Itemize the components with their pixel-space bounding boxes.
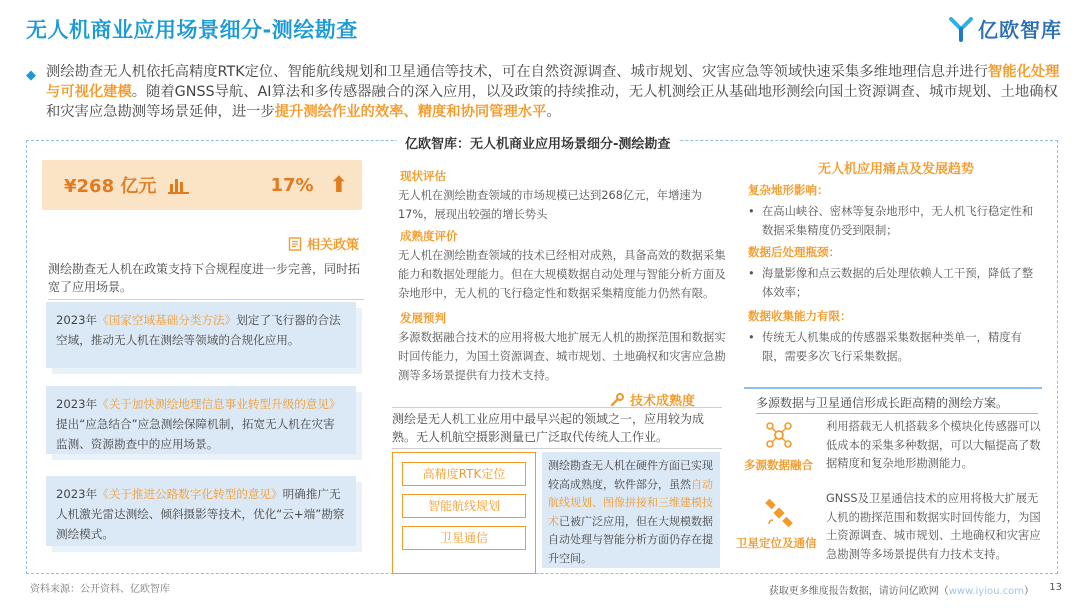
footer-text: 获取更多维度报告数据，请访问亿欧网（ [768, 586, 949, 597]
section-divider [744, 387, 1042, 389]
intro-text-1: 测绘勘查无人机依托高精度RTK定位、智能航线规划和卫星通信等技术，可在自然资源调查、城市规划、灾害应急等领域快速采集多维地理信息并进行 [46, 64, 988, 80]
policy-desc: 提出“应急结合”应急测绘保障机制，拓宽无人机在灾害监测、资源勘查中的应用场景。 [56, 417, 335, 451]
policy-card-2 [46, 386, 356, 454]
policy-heading [288, 234, 359, 253]
pain-heading-terrain: 复杂地形影响： [748, 183, 829, 197]
pain-body-text: 在高山峡谷、密林等复杂地形中，无人机飞行稳定性和数据采集精度仍受到限制； [762, 205, 1034, 237]
bar-chart-icon [168, 176, 190, 194]
logo-text: 亿欧智库 [978, 18, 1062, 42]
pain-body-text: 传统无人机集成的传感器采集数据种类单一，精度有限，需要多次飞行采集数据。 [762, 331, 1022, 363]
feature-desc-fusion: 利用搭载无人机搭载多个模块化传感器可以低成本的采集多种数据，可以大幅提高了数据精度和复杂地形勘测能力。 [826, 420, 1041, 470]
tech-tag-rtk: 高精度RTK定位 [402, 462, 526, 486]
trend-title: 多源数据与卫星通信形成长距高精的测绘方案。 [756, 394, 1038, 414]
panel-title: 亿欧智库：无人机商业应用场景细分-测绘勘查 [397, 133, 678, 152]
network-icon [764, 420, 794, 450]
policy-document: 《关于加快测绘地理信息事业转型升级的意见》 [97, 397, 341, 411]
up-arrow-icon: ⬆ [329, 172, 348, 198]
pain-body-terrain [748, 202, 1044, 240]
footer-more-info [769, 582, 1034, 597]
tech-desc-text-1: 测绘勘查无人机在硬件方面已实现较高成熟度，软件部分，虽然 [548, 459, 713, 491]
tech-desc-text-2: 已被广泛应用，但在大规模数据自动处理与智能分析方面仍存在提升空间。 [548, 514, 713, 565]
intro-highlight-1: 智能化处理与可视化建模 [46, 64, 1060, 100]
policy-card-1 [46, 302, 356, 368]
bullet: • [748, 331, 755, 344]
page-number: 13 [1049, 582, 1062, 593]
market-stat-box [42, 160, 362, 210]
pain-body-collection [748, 328, 1044, 366]
pain-points-title: 无人机应用痛点及发展趋势 [818, 162, 975, 177]
status-text: 无人机在测绘勘查领域的市场规模已达到268亿元，年增速为17%，展现出较强的增长势头 [398, 189, 702, 221]
pain-heading-collection: 数据收集能力有限： [748, 309, 852, 323]
pain-body-processing [748, 264, 1044, 302]
intro-text-3: 。 [546, 104, 561, 120]
forecast-text: 多源数据融合技术的应用将极大地扩展无人机的勘探范围和数据实时回传能力，为国土资源调查、城市规划、土地确权和灾害应急勘测等多场景提供有力技术支持。 [398, 331, 726, 382]
pain-heading-processing: 数据后处理瓶颈： [748, 245, 840, 259]
policy-year: 2023年 [56, 397, 98, 411]
policy-card-3 [46, 476, 356, 546]
policy-heading-text: 相关政策 [307, 238, 360, 253]
feature-desc-satellite: GNSS及卫星通信技术的应用将极大扩展无人机的勘探范围和数据实时回传能力，为国土资源调查、城市规划、土地确权和灾害应急勘测等多场景提供有力技术支持。 [826, 492, 1041, 561]
footer-link[interactable]: www.iyiou.com [948, 586, 1024, 597]
intro-paragraph [26, 62, 1061, 122]
growth-rate-value: 17% [270, 174, 314, 196]
policy-year: 2023年 [56, 487, 98, 501]
satellite-icon [764, 498, 794, 528]
status-heading: 现状评估 [400, 169, 446, 183]
tech-desc-highlight: 自动航线规划、图像拼接和三维建模技术 [548, 477, 713, 528]
tech-description [542, 452, 720, 568]
policy-year: 2023年 [56, 313, 98, 327]
maturity-text: 无人机在测绘勘查领域的技术已经相对成熟，具备高效的数据采集能力和数据处理能力。但在大规模数据自动处理与智能分析方面及杂地形中，无人机的飞行稳定性和数据采集精度能力仍然有限。 [398, 249, 726, 300]
policy-desc: 明确推广无人机激光雷达测绘、倾斜摄影等技术，优化“云+端”勘察测绘模式。 [56, 487, 345, 541]
pain-body-text: 海量影像和点云数据的后处理依赖人工干预，降低了整体效率； [762, 267, 1034, 299]
feature-label-fusion: 多源数据融合 [744, 458, 813, 472]
policy-desc: 划定了飞行器的合法空域，推动无人机在测绘等领域的合规化应用。 [56, 313, 341, 347]
bullet: • [748, 205, 755, 218]
wrench-icon [610, 393, 624, 407]
maturity-heading: 成熟度评价 [400, 229, 458, 243]
intro-highlight-2: 提升测绘作业的效率、精度和协同管理水平 [274, 104, 547, 120]
tech-heading-text: 技术成熟度 [630, 394, 696, 409]
policy-lead: 测绘勘查无人机在政策支持下合规程度进一步完善，同时拓宽了应用场景。 [48, 260, 364, 300]
brand-logo [948, 14, 1062, 43]
feature-label-satellite: 卫星定位及通信 [736, 536, 817, 550]
diamond-bullet-icon: ◆ [26, 68, 36, 83]
logo-icon [948, 16, 974, 42]
tech-tag-route: 智能航线规划 [402, 494, 526, 518]
policy-document: 《国家空域基础分类方法》 [97, 313, 237, 327]
bullet: • [748, 267, 755, 280]
market-size-value: ¥268 亿元 [64, 176, 157, 197]
document-icon [288, 237, 302, 251]
policy-document: 《关于推进公路数字化转型的意见》 [97, 487, 283, 501]
footer-text-close: ） [1024, 586, 1034, 597]
tech-lead: 测绘是无人机工业应用中最早兴起的领域之一，应用较为成熟。无人机航空摄影测量已广泛取代传统人工作业。 [392, 407, 722, 449]
source-note: 资料来源：公开资料、亿欧智库 [30, 584, 170, 595]
intro-text-2: 。随着GNSS导航、AI算法和多传感器融合的深入应用，以及政策的持续推动，无人机测绘正从基础地形测绘向国土资源调查、城市规划、土地确权和灾害应急勘测等场景延伸，进一步 [46, 84, 1058, 120]
tech-tag-satellite: 卫星通信 [402, 526, 526, 550]
page-title: 无人机商业应用场景细分-测绘勘查 [26, 18, 358, 42]
forecast-heading: 发展预判 [400, 311, 446, 325]
